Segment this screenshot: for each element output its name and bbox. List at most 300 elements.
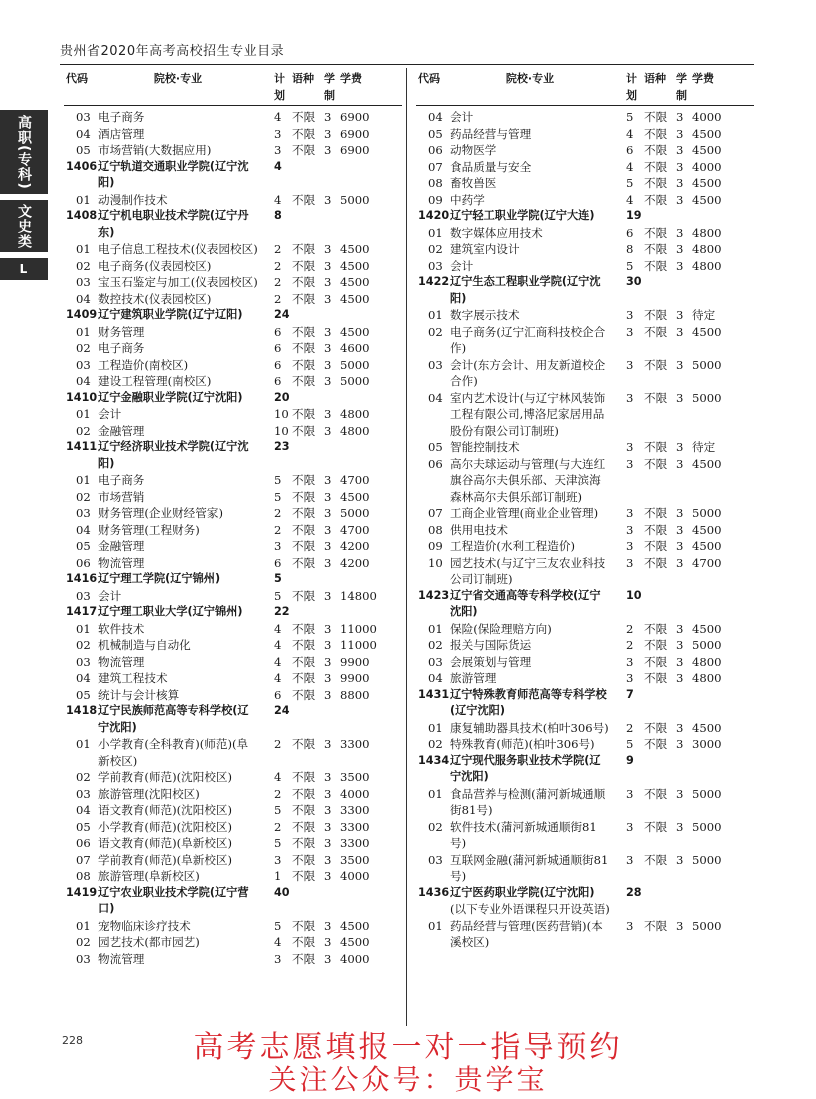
row-lang: 不限: [644, 539, 668, 553]
right-table-body: [416, 109, 754, 951]
row-len: 3: [676, 506, 684, 520]
row-name: 辽宁特殊教育师范高等专科学校(辽宁沈阳): [450, 687, 607, 717]
row-lang: 不限: [644, 671, 668, 685]
row-len: 3: [676, 242, 684, 256]
row-plan: 4: [626, 192, 634, 207]
row-code: 05: [428, 440, 443, 454]
row-plan: 3: [274, 852, 282, 867]
major-row: [64, 802, 402, 819]
row-name: 中药学: [450, 192, 485, 207]
row-plan: 3: [626, 357, 634, 372]
row-name: 金融管理: [98, 539, 145, 553]
row-fee: 5000: [692, 638, 722, 652]
row-len: 3: [676, 308, 684, 322]
row-code: 10: [428, 555, 443, 570]
row-code: 08: [76, 869, 91, 883]
school-row: [416, 588, 754, 621]
row-plan: 8: [274, 209, 282, 222]
row-fee: 3300: [340, 737, 370, 751]
row-code: 04: [76, 126, 91, 141]
row-lang: 不限: [644, 819, 668, 834]
row-len: 3: [324, 638, 332, 652]
row-name: (以下专业外语课程只开设英语): [450, 902, 610, 916]
row-len: 3: [324, 407, 332, 421]
row-plan: 3: [626, 456, 634, 471]
row-lang: 不限: [292, 110, 316, 124]
row-plan: 2: [626, 621, 634, 636]
row-name: 智能控制技术: [450, 440, 520, 454]
row-lang: 不限: [644, 357, 668, 372]
row-fee: 4500: [692, 192, 722, 207]
row-fee: 4500: [692, 143, 722, 157]
row-name: 财务管理(企业财经管家): [98, 506, 223, 520]
row-code: 01: [428, 918, 443, 933]
row-code: 01: [428, 621, 443, 636]
row-lang: 不限: [644, 258, 668, 273]
row-name: 数控技术(仪表园校区): [98, 291, 212, 306]
row-lang: 不限: [644, 440, 668, 454]
header-len: 学制: [324, 72, 335, 102]
major-row: [64, 291, 402, 308]
row-fee: 5000: [692, 506, 722, 520]
side-tab-letter: L: [0, 258, 48, 280]
row-len: 3: [324, 588, 332, 603]
row-name: 药品经营与管理(医药营销)(本溪校区): [450, 918, 603, 949]
row-fee: 4500: [692, 456, 722, 471]
header-lang: 语种: [644, 72, 666, 85]
row-len: 3: [676, 192, 684, 207]
row-len: 3: [324, 687, 332, 702]
row-fee: 4500: [692, 720, 722, 735]
side-tab-level: 高职(专科): [0, 110, 48, 194]
row-code: 1418: [66, 704, 98, 717]
row-name: 电子商务(辽宁汇商科技校企合作): [450, 324, 606, 355]
row-code: 04: [428, 390, 443, 405]
row-name: 语文教育(师范)(沈阳校区): [98, 803, 233, 817]
major-row: [64, 736, 402, 769]
major-row: [64, 423, 402, 440]
row-plan: 4: [626, 126, 634, 141]
row-fee: 5000: [340, 357, 370, 372]
row-lang: 不限: [292, 324, 316, 339]
row-code: 01: [76, 473, 91, 487]
school-row: [64, 604, 402, 621]
row-code: 1416: [66, 572, 98, 585]
row-code: 08: [428, 522, 443, 537]
major-row: [64, 142, 402, 159]
school-row: [416, 753, 754, 786]
row-code: 04: [76, 374, 91, 388]
row-plan: 3: [626, 671, 634, 685]
row-len: 3: [324, 555, 332, 570]
row-lang: 不限: [644, 176, 668, 190]
row-fee: 待定: [692, 440, 716, 454]
row-lang: 不限: [644, 918, 668, 933]
row-code: 02: [428, 324, 443, 339]
row-fee: 5000: [692, 390, 722, 405]
row-plan: 6: [274, 555, 282, 570]
row-lang: 不限: [292, 638, 316, 652]
row-len: 3: [324, 473, 332, 487]
row-len: 3: [676, 918, 684, 933]
row-name: 会计: [450, 110, 474, 124]
row-lang: 不限: [292, 291, 316, 306]
row-name: 酒店管理: [98, 126, 145, 141]
row-fee: 5000: [692, 852, 722, 867]
row-lang: 不限: [644, 555, 668, 570]
row-plan: 5: [274, 803, 282, 817]
row-fee: 4200: [340, 555, 370, 570]
row-len: 3: [676, 176, 684, 190]
major-row: [416, 241, 754, 258]
row-code: 03: [76, 110, 91, 124]
row-plan: 2: [274, 506, 282, 520]
row-name: 小学教育(全科教育)(师范)(阜新校区): [98, 737, 249, 768]
row-name: 电子信息工程技术(仪表园校区): [98, 242, 258, 256]
row-plan: 30: [626, 275, 642, 288]
row-name: 旅游管理(阜新校区): [98, 869, 200, 883]
major-row: [64, 819, 402, 836]
major-row: [416, 142, 754, 159]
right-column: [416, 71, 754, 951]
row-fee: 4500: [692, 621, 722, 636]
major-row: [416, 654, 754, 671]
major-row: [416, 307, 754, 324]
row-code: 02: [76, 935, 91, 949]
major-row: [64, 340, 402, 357]
row-len: 3: [324, 819, 332, 834]
row-plan: 10: [274, 423, 289, 438]
row-len: 3: [676, 159, 684, 174]
row-name: 辽宁生态工程职业学院(辽宁沈阳): [450, 275, 601, 305]
row-plan: 4: [274, 935, 282, 949]
row-plan: 3: [626, 324, 634, 339]
row-name: 高尔夫球运动与管理(与大连红旗谷高尔夫俱乐部、天津滨海森林高尔夫俱乐部订制班): [450, 456, 606, 504]
row-len: 3: [324, 341, 332, 355]
row-fee: 5000: [692, 918, 722, 933]
row-code: 06: [76, 555, 91, 570]
row-name: 电子商务: [98, 341, 145, 355]
row-fee: 4500: [692, 176, 722, 190]
row-plan: 10: [274, 407, 289, 421]
row-code: 01: [76, 737, 91, 751]
row-code: 1436: [418, 885, 450, 899]
major-row: [64, 274, 402, 291]
row-fee: 14800: [340, 588, 377, 603]
row-lang: 不限: [292, 918, 316, 933]
row-code: 02: [76, 341, 91, 355]
row-plan: 8: [626, 242, 634, 256]
row-plan: 5: [274, 588, 282, 603]
row-code: 01: [428, 720, 443, 735]
row-plan: 24: [274, 704, 290, 717]
row-plan: 2: [274, 522, 282, 537]
row-name: 会计(东方会计、用友新道校企合作): [450, 357, 606, 388]
major-row: [64, 258, 402, 275]
row-len: 3: [324, 869, 332, 883]
school-row: [64, 703, 402, 736]
row-code: 04: [428, 671, 443, 685]
row-fee: 4000: [340, 786, 370, 801]
row-fee: 4700: [340, 473, 370, 487]
row-plan: 2: [274, 786, 282, 801]
row-fee: 4800: [692, 258, 722, 273]
row-len: 3: [324, 110, 332, 124]
row-plan: 4: [274, 192, 282, 207]
row-name: 宠物临床诊疗技术: [98, 918, 191, 933]
row-code: 1410: [66, 390, 98, 404]
table-header: [416, 71, 754, 106]
major-row: [416, 670, 754, 687]
row-code: 1423: [418, 588, 450, 602]
row-name: 辽宁轻工职业学院(辽宁大连): [450, 209, 595, 222]
major-row: [64, 126, 402, 143]
row-plan: 2: [274, 242, 282, 256]
row-code: 03: [76, 275, 91, 289]
row-plan: 40: [274, 885, 290, 899]
row-name: 旅游管理(沈阳校区): [98, 786, 200, 801]
row-plan: 5: [274, 836, 282, 850]
row-name: 辽宁省交通高等专科学校(辽宁沈阳): [450, 588, 601, 618]
row-code: 09: [428, 539, 443, 553]
major-row: [64, 538, 402, 555]
school-row: [416, 687, 754, 720]
row-lang: 不限: [292, 869, 316, 883]
row-len: 3: [324, 357, 332, 372]
row-fee: 5000: [692, 786, 722, 801]
row-name: 电子商务(仪表园校区): [98, 258, 212, 273]
row-name: 动物医学: [450, 143, 497, 157]
row-plan: 2: [626, 720, 634, 735]
row-len: 3: [324, 522, 332, 537]
header-len: 学制: [676, 72, 687, 102]
row-len: 3: [324, 242, 332, 256]
row-name: 软件技术: [98, 621, 145, 636]
row-fee: 5000: [692, 357, 722, 372]
row-code: 03: [428, 258, 443, 273]
row-plan: 4: [274, 159, 282, 173]
row-len: 3: [676, 522, 684, 537]
row-code: 03: [428, 357, 443, 372]
row-code: 04: [76, 522, 91, 537]
header-plan: 计划: [274, 72, 285, 102]
row-fee: 9900: [340, 671, 370, 685]
row-name: 统计与会计核算: [98, 687, 180, 702]
row-fee: 4500: [340, 918, 370, 933]
row-name: 报关与国际货运: [450, 638, 532, 652]
row-name: 会计: [98, 407, 122, 421]
row-lang: 不限: [644, 324, 668, 339]
row-plan: 3: [626, 522, 634, 537]
row-len: 3: [324, 489, 332, 504]
row-len: 3: [324, 192, 332, 207]
row-lang: 不限: [292, 770, 316, 784]
row-len: 3: [324, 935, 332, 949]
row-plan: 5: [274, 489, 282, 504]
row-name: 互联网金融(蒲河新城通顺街81号): [450, 852, 609, 883]
row-fee: 3300: [340, 819, 370, 834]
page-number: 228: [62, 1034, 83, 1047]
school-row: [416, 274, 754, 307]
school-row: [64, 307, 402, 324]
row-code: 1434: [418, 753, 450, 767]
row-len: 3: [324, 836, 332, 850]
row-lang: 不限: [644, 126, 668, 141]
row-len: 3: [676, 654, 684, 669]
row-name: 辽宁医药职业学院(辽宁沈阳): [450, 885, 595, 899]
row-name: 供用电技术: [450, 522, 508, 537]
row-lang: 不限: [292, 473, 316, 487]
row-name: 工商企业管理(商业企业管理): [450, 506, 599, 520]
row-code: 06: [76, 836, 91, 850]
row-len: 3: [676, 786, 684, 801]
left-table-body: [64, 109, 402, 967]
row-len: 3: [324, 291, 332, 306]
row-len: 3: [324, 143, 332, 157]
row-code: 07: [428, 506, 443, 520]
row-name: 物流管理: [98, 555, 145, 570]
row-code: 05: [428, 126, 443, 141]
row-lang: 不限: [292, 687, 316, 702]
row-plan: 9: [626, 753, 634, 767]
major-row: [64, 934, 402, 951]
major-row: [64, 769, 402, 786]
row-fee: 5000: [692, 819, 722, 834]
major-row: [64, 373, 402, 390]
row-plan: 6: [274, 687, 282, 702]
row-plan: 5: [626, 176, 634, 190]
major-row: [64, 835, 402, 852]
row-plan: 2: [626, 638, 634, 652]
row-len: 3: [324, 654, 332, 669]
row-len: 3: [324, 258, 332, 273]
row-code: 02: [428, 819, 443, 834]
row-name: 机械制造与自动化: [98, 638, 191, 652]
row-lang: 不限: [292, 374, 316, 388]
row-code: 06: [428, 143, 443, 157]
row-fee: 4700: [340, 522, 370, 537]
row-lang: 不限: [644, 621, 668, 636]
row-plan: 3: [626, 654, 634, 669]
row-fee: 4800: [692, 242, 722, 256]
row-lang: 不限: [644, 737, 668, 751]
row-code: 01: [76, 324, 91, 339]
row-fee: 5000: [340, 506, 370, 520]
row-fee: 3500: [340, 770, 370, 784]
row-plan: 19: [626, 209, 642, 222]
row-code: 05: [76, 687, 91, 702]
row-fee: 4800: [340, 407, 370, 421]
row-plan: 24: [274, 308, 290, 321]
row-name: 园艺技术(都市园艺): [98, 935, 200, 949]
row-name: 数字媒体应用技术: [450, 225, 543, 240]
row-plan: 3: [626, 852, 634, 867]
row-fee: 8800: [340, 687, 370, 702]
row-plan: 2: [274, 291, 282, 306]
row-lang: 不限: [644, 225, 668, 240]
row-plan: 3: [626, 440, 634, 454]
row-code: 03: [428, 654, 443, 669]
row-name: 特殊教育(师范)(柏叶306号): [450, 737, 595, 751]
row-lang: 不限: [292, 143, 316, 157]
row-name: 物流管理: [98, 654, 145, 669]
major-row: [64, 588, 402, 605]
row-lang: 不限: [644, 110, 668, 124]
row-code: 1420: [418, 209, 450, 222]
row-name: 电子商务: [98, 110, 145, 124]
major-row: [416, 637, 754, 654]
row-len: 3: [676, 357, 684, 372]
row-name: 会展策划与管理: [450, 654, 532, 669]
row-lang: 不限: [292, 819, 316, 834]
major-row: [64, 670, 402, 687]
row-plan: 4: [274, 671, 282, 685]
row-fee: 4500: [340, 324, 370, 339]
major-row: [64, 324, 402, 341]
major-row: [64, 505, 402, 522]
row-name: 辽宁机电职业技术学院(辽宁丹东): [98, 209, 249, 239]
major-row: [416, 819, 754, 852]
row-name: 市场营销(大数据应用): [98, 143, 212, 157]
row-plan: 3: [274, 126, 282, 141]
row-code: 1422: [418, 275, 450, 288]
row-name: 食品质量与安全: [450, 159, 532, 174]
major-row: [64, 555, 402, 572]
row-lang: 不限: [292, 737, 316, 751]
row-plan: 3: [626, 786, 634, 801]
row-code: 05: [76, 819, 91, 834]
row-len: 3: [676, 143, 684, 157]
row-fee: 9900: [340, 654, 370, 669]
row-code: 03: [76, 506, 91, 520]
row-lang: 不限: [292, 275, 316, 289]
major-row: [416, 126, 754, 143]
row-fee: 3000: [692, 737, 722, 751]
row-fee: 6900: [340, 126, 370, 141]
row-code: 1411: [66, 440, 98, 453]
row-lang: 不限: [644, 242, 668, 256]
major-row: [416, 109, 754, 126]
row-len: 3: [324, 423, 332, 438]
row-lang: 不限: [292, 126, 316, 141]
major-row: [416, 225, 754, 242]
header-fee: 学费: [692, 72, 714, 85]
row-len: 3: [324, 275, 332, 289]
left-column: [64, 71, 402, 967]
header-name: 院校·专业: [153, 72, 203, 85]
major-row: [416, 720, 754, 737]
row-code: 1409: [66, 308, 98, 321]
row-fee: 4800: [692, 225, 722, 240]
row-plan: 2: [274, 258, 282, 273]
row-len: 3: [324, 506, 332, 520]
row-fee: 6900: [340, 110, 370, 124]
major-row: [64, 852, 402, 869]
row-len: 3: [676, 720, 684, 735]
row-code: 05: [76, 143, 91, 157]
major-row: [416, 192, 754, 209]
row-name: 康复辅助器具技术(柏叶306号): [450, 720, 609, 735]
major-row: [64, 786, 402, 803]
row-name: 园艺技术(与辽宁三友农业科技公司订制班): [450, 555, 606, 586]
row-code: 04: [76, 291, 91, 306]
row-len: 3: [676, 225, 684, 240]
header-name: 院校·专业: [505, 72, 555, 85]
row-code: 03: [76, 786, 91, 801]
row-len: 3: [676, 110, 684, 124]
page-header: 贵州省2020年高考高校招生专业目录: [60, 44, 285, 59]
row-name: 小学教育(师范)(沈阳校区): [98, 819, 233, 834]
